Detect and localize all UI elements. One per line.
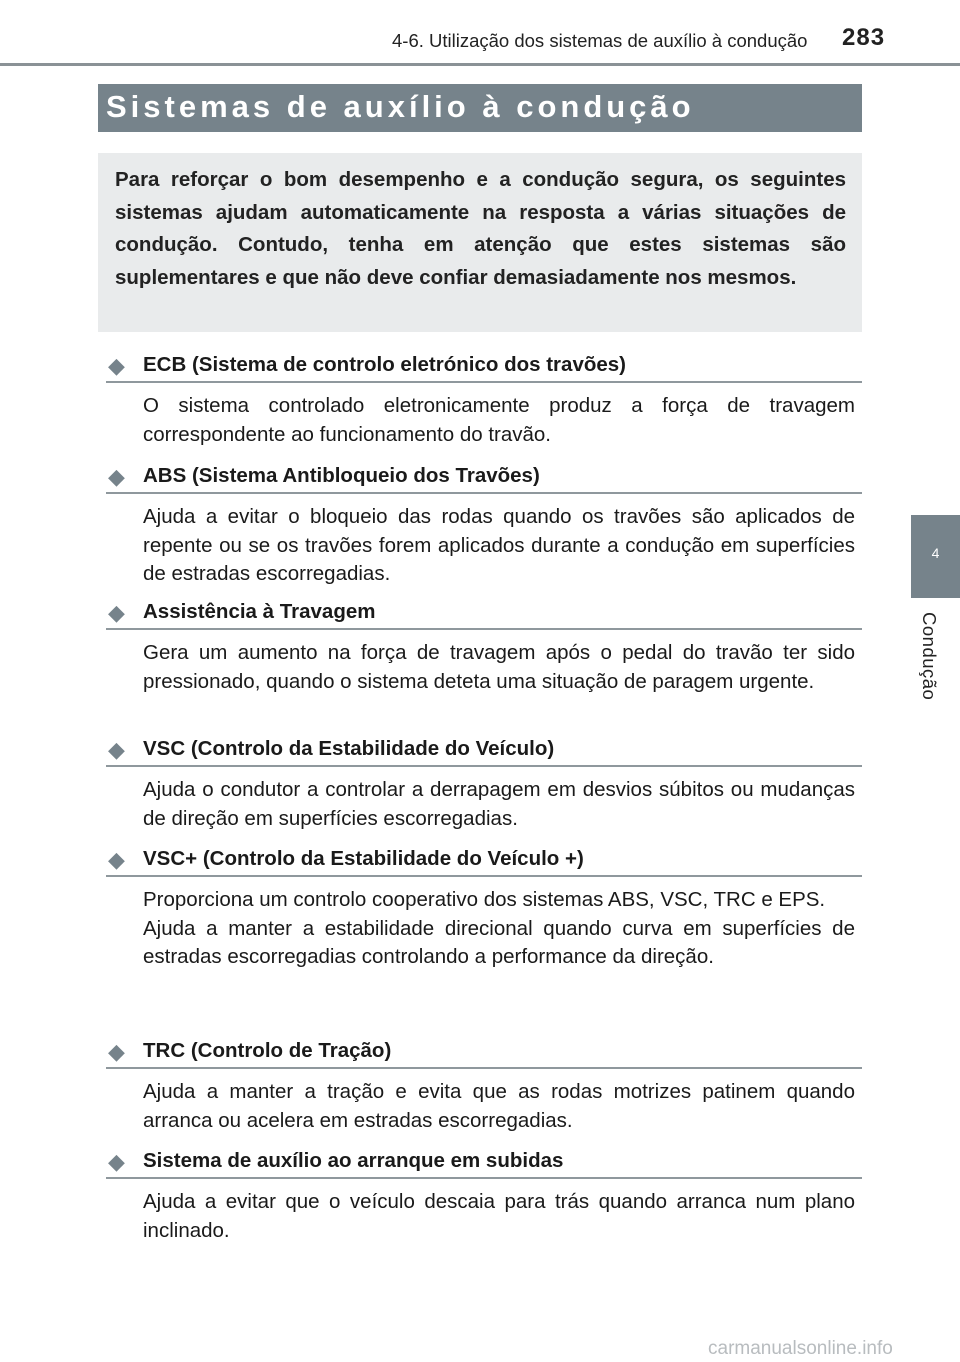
feature-hill-start-assist	[106, 1146, 862, 1245]
feature-vsc-plus	[106, 844, 862, 972]
diamond-icon: ◆	[108, 464, 125, 489]
diamond-icon: ◆	[108, 353, 125, 378]
feature-heading	[106, 1146, 862, 1180]
feature-divider	[106, 1067, 862, 1069]
feature-ecb	[106, 350, 862, 449]
feature-vsc	[106, 734, 862, 833]
section-banner	[98, 84, 862, 132]
chapter-tab	[911, 515, 960, 598]
feature-body	[106, 639, 855, 696]
feature-title: ABS (Sistema Antibloqueio dos Travões)	[143, 464, 540, 487]
feature-divider	[106, 628, 862, 630]
feature-divider	[106, 381, 862, 383]
feature-description: Ajuda a evitar que o veículo descaia para trás quando arranca num plano inclinado.	[143, 1190, 855, 1242]
feature-body	[106, 1188, 855, 1245]
diamond-icon: ◆	[108, 847, 125, 872]
feature-title: ECB (Sistema de controlo eletrónico dos travões)	[143, 353, 626, 376]
feature-description: Proporciona um controlo cooperativo dos sistemas ABS, VSC, TRC e EPS.	[143, 888, 826, 911]
chapter-tab-label: Condução	[919, 612, 940, 701]
feature-title: VSC (Controlo da Estabilidade do Veículo)	[143, 737, 555, 760]
feature-description: O sistema controlado eletronicamente produz a força de travagem correspondente ao funcionamento do travão.	[143, 394, 855, 446]
feature-abs	[106, 461, 862, 589]
diamond-icon: ◆	[108, 1039, 125, 1064]
feature-heading	[106, 461, 862, 495]
feature-trc	[106, 1036, 862, 1135]
feature-title: VSC+ (Controlo da Estabilidade do Veículo +)	[143, 847, 584, 870]
intro-text: Para reforçar o bom desempenho e a condução segura, os seguintes sistemas ajudam automaticamente na resposta a várias situações de condução. Contudo, tenha em atenção que estes sistemas são suplementares e que não deve confiar demasiadamente nos mesmos.	[115, 168, 846, 289]
feature-divider	[106, 875, 862, 877]
feature-heading	[106, 734, 862, 768]
feature-heading	[106, 844, 862, 878]
feature-brake-assist	[106, 597, 862, 696]
feature-title: Sistema de auxílio ao arranque em subidas	[143, 1149, 564, 1172]
chapter-title: 4-6. Utilização dos sistemas de auxílio à condução	[392, 30, 808, 51]
intro-box	[98, 153, 862, 332]
feature-title: Assistência à Travagem	[143, 600, 376, 623]
feature-description: Ajuda o condutor a controlar a derrapagem em desvios súbitos ou mudanças de direção em superfícies escorregadias.	[143, 778, 855, 830]
feature-body	[106, 886, 855, 972]
feature-description: Ajuda a evitar o bloqueio das rodas quando os travões são aplicados de repente ou se os travões forem aplicados durante a condução em superfícies de estradas escorregadias.	[143, 505, 855, 586]
diamond-icon: ◆	[108, 1149, 125, 1174]
page-number: 283	[842, 24, 886, 51]
chapter-tab-number: 4	[931, 545, 940, 561]
feature-divider	[106, 765, 862, 767]
diamond-icon: ◆	[108, 600, 125, 625]
feature-description: Ajuda a manter a tração e evita que as rodas motrizes patinem quando arranca ou acelera em estradas escorregadias.	[143, 1080, 855, 1132]
feature-title: TRC (Controlo de Tração)	[143, 1039, 392, 1062]
diamond-icon: ◆	[108, 737, 125, 762]
header-divider	[0, 63, 960, 66]
feature-heading	[106, 597, 862, 631]
feature-description: Gera um aumento na força de travagem após o pedal do travão ter sido pressionado, quando o sistema deteta uma situação de paragem urgente.	[143, 641, 855, 693]
feature-body	[106, 1078, 855, 1135]
feature-body	[106, 503, 855, 589]
feature-divider	[106, 492, 862, 494]
feature-body	[106, 776, 855, 833]
section-title: Sistemas de auxílio à condução	[106, 89, 695, 124]
watermark: carmanualsonline.info	[708, 1338, 893, 1359]
feature-heading	[106, 1036, 862, 1070]
feature-divider	[106, 1177, 862, 1179]
feature-body	[106, 392, 855, 449]
feature-description: Ajuda a manter a estabilidade direcional quando curva em superfícies de estradas escorregadias controlando a performance da direção.	[143, 916, 855, 969]
feature-heading	[106, 350, 862, 384]
